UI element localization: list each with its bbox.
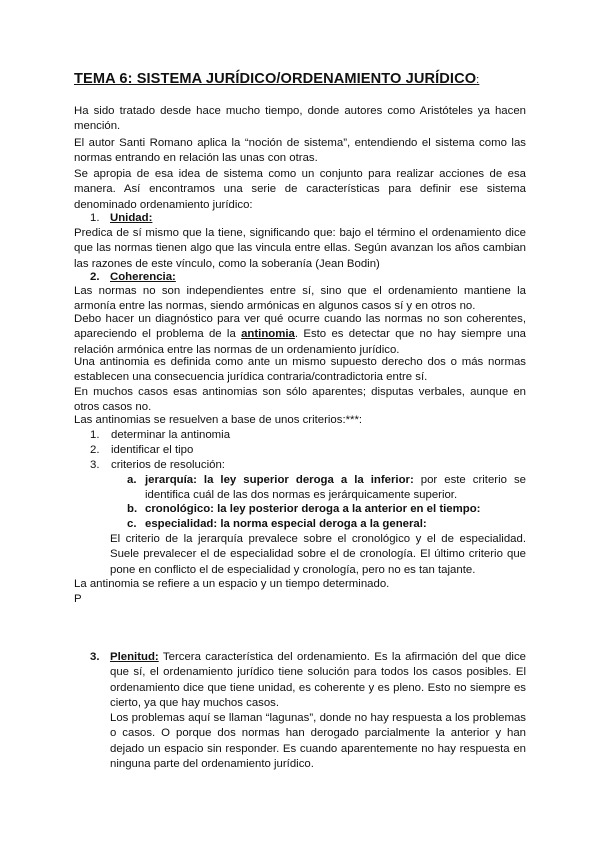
criterion-cronologico: cronológico: la ley posterior deroga a la anterior en el tiempo: bbox=[145, 503, 481, 515]
intro-paragraph-2: El autor Santi Romano aplica la “noción de sistema”, entendiendo el sistema como las normas entrando en relación las unas con otras. bbox=[74, 137, 526, 165]
unidad-paragraph: Predica de sí mismo que la tiene, significando que: bajo el término el ordenamiento dice que las normas tienen algo que las vincula entre ellas. Según avanzan los años cambian las razones de este vínculo, como la soberanía (Jean Bodin) bbox=[74, 227, 526, 270]
coherencia-paragraph-5: Las antinomias se resuelven a base de unos criterios:***: bbox=[74, 414, 363, 426]
heading-coherencia: Coherencia: bbox=[110, 271, 176, 283]
criteria-number: 3. bbox=[90, 459, 100, 471]
coherencia-paragraph-4: En muchos casos esas antinomias son sólo aparentes; disputas verbales, aunque en otros casos no. bbox=[74, 386, 526, 414]
intro-paragraph-1: Ha sido tratado desde hace mucho tiempo, donde autores como Aristóteles ya hacen mención. bbox=[74, 105, 526, 133]
heading-plenitud: Plenitud: bbox=[110, 651, 159, 663]
antinomia-scope: La antinomia se refiere a un espacio y un tiempo determinado. bbox=[74, 578, 390, 590]
criteria-number: 2. bbox=[90, 444, 100, 456]
plenitud-paragraph-1: Plenitud: Tercera característica del ordenamiento. Es la afirmación del que dice que sí, el ordenamiento jurídico tiene solución para todos los casos posibles. El ordenamiento dice que tiene unidad, es coherente y es pleno. Esto no siempre es cierto, ya que hay muchos casos. bbox=[110, 651, 526, 710]
term-antinomia: antinomia bbox=[241, 328, 295, 341]
criteria-explanation: El criterio de la jerarquía prevalece sobre el cronológico y el de especialidad. Suele prevalecer el de especialidad sobre el de cronología. El último criterio que pone en conflicto el de especialidad y cronología, pero no es tan tajante. bbox=[110, 533, 526, 576]
list-number-1: 1. bbox=[90, 212, 100, 224]
criteria-number: 1. bbox=[90, 429, 100, 441]
list-number-2: 2. bbox=[90, 271, 100, 283]
criteria-item: criterios de resolución: bbox=[111, 459, 225, 471]
sub-letter: c. bbox=[127, 518, 137, 530]
heading-unidad: Unidad: bbox=[110, 212, 153, 224]
coherencia-paragraph-1: Las normas no son independientes entre sí, sino que el ordenamiento mantiene la armonía entre las normas, siendo armónicas en algunos casos sí y en otros no. bbox=[74, 285, 526, 313]
sub-letter: a. bbox=[127, 474, 137, 486]
criteria-item: determinar la antinomia bbox=[111, 429, 231, 441]
criterion-jerarquia: jerarquía: la ley superior deroga a la inferior: por este criterio se identifica cuál de las dos normas es jerárquicamente superior. bbox=[145, 474, 527, 502]
sub-letter: b. bbox=[127, 503, 138, 515]
criterion-especialidad: especialidad: la norma especial deroga a la general: bbox=[145, 518, 427, 530]
coherencia-paragraph-2: Debo hacer un diagnóstico para ver qué ocurre cuando las normas no son coherentes, apareciendo el problema de la antinomia. Esto es detectar que no hay siempre una relación armónica entre las normas de un ordenamiento jurídico. bbox=[74, 313, 526, 356]
stray-letter: P bbox=[74, 593, 82, 605]
page-title: TEMA 6: SISTEMA JURÍDICO/ORDENAMIENTO JURÍDICO: bbox=[74, 71, 480, 87]
plenitud-paragraph-2: Los problemas aquí se llaman “lagunas”, donde no hay respuesta a los problemas o casos. O porque dos normas han derogado parcialmente la anterior y han dejado un espacio sin responder. Es cuando aparentemente no hay respuesta en ninguna parte del ordenamiento jurídico. bbox=[110, 712, 526, 771]
coherencia-paragraph-3: Una antinomia es definida como ante un mismo supuesto derecho dos o más normas establecen una consecuencia jurídica contraria/contradictoria entre sí. bbox=[74, 356, 526, 384]
intro-paragraph-3: Se apropia de esa idea de sistema como un conjunto para realizar acciones de esa manera. Así encontramos una serie de características para definir ese sistema denominado ordenamiento jurídico: bbox=[74, 168, 526, 211]
list-number-3: 3. bbox=[90, 651, 100, 663]
criteria-item: identificar el tipo bbox=[111, 444, 194, 456]
